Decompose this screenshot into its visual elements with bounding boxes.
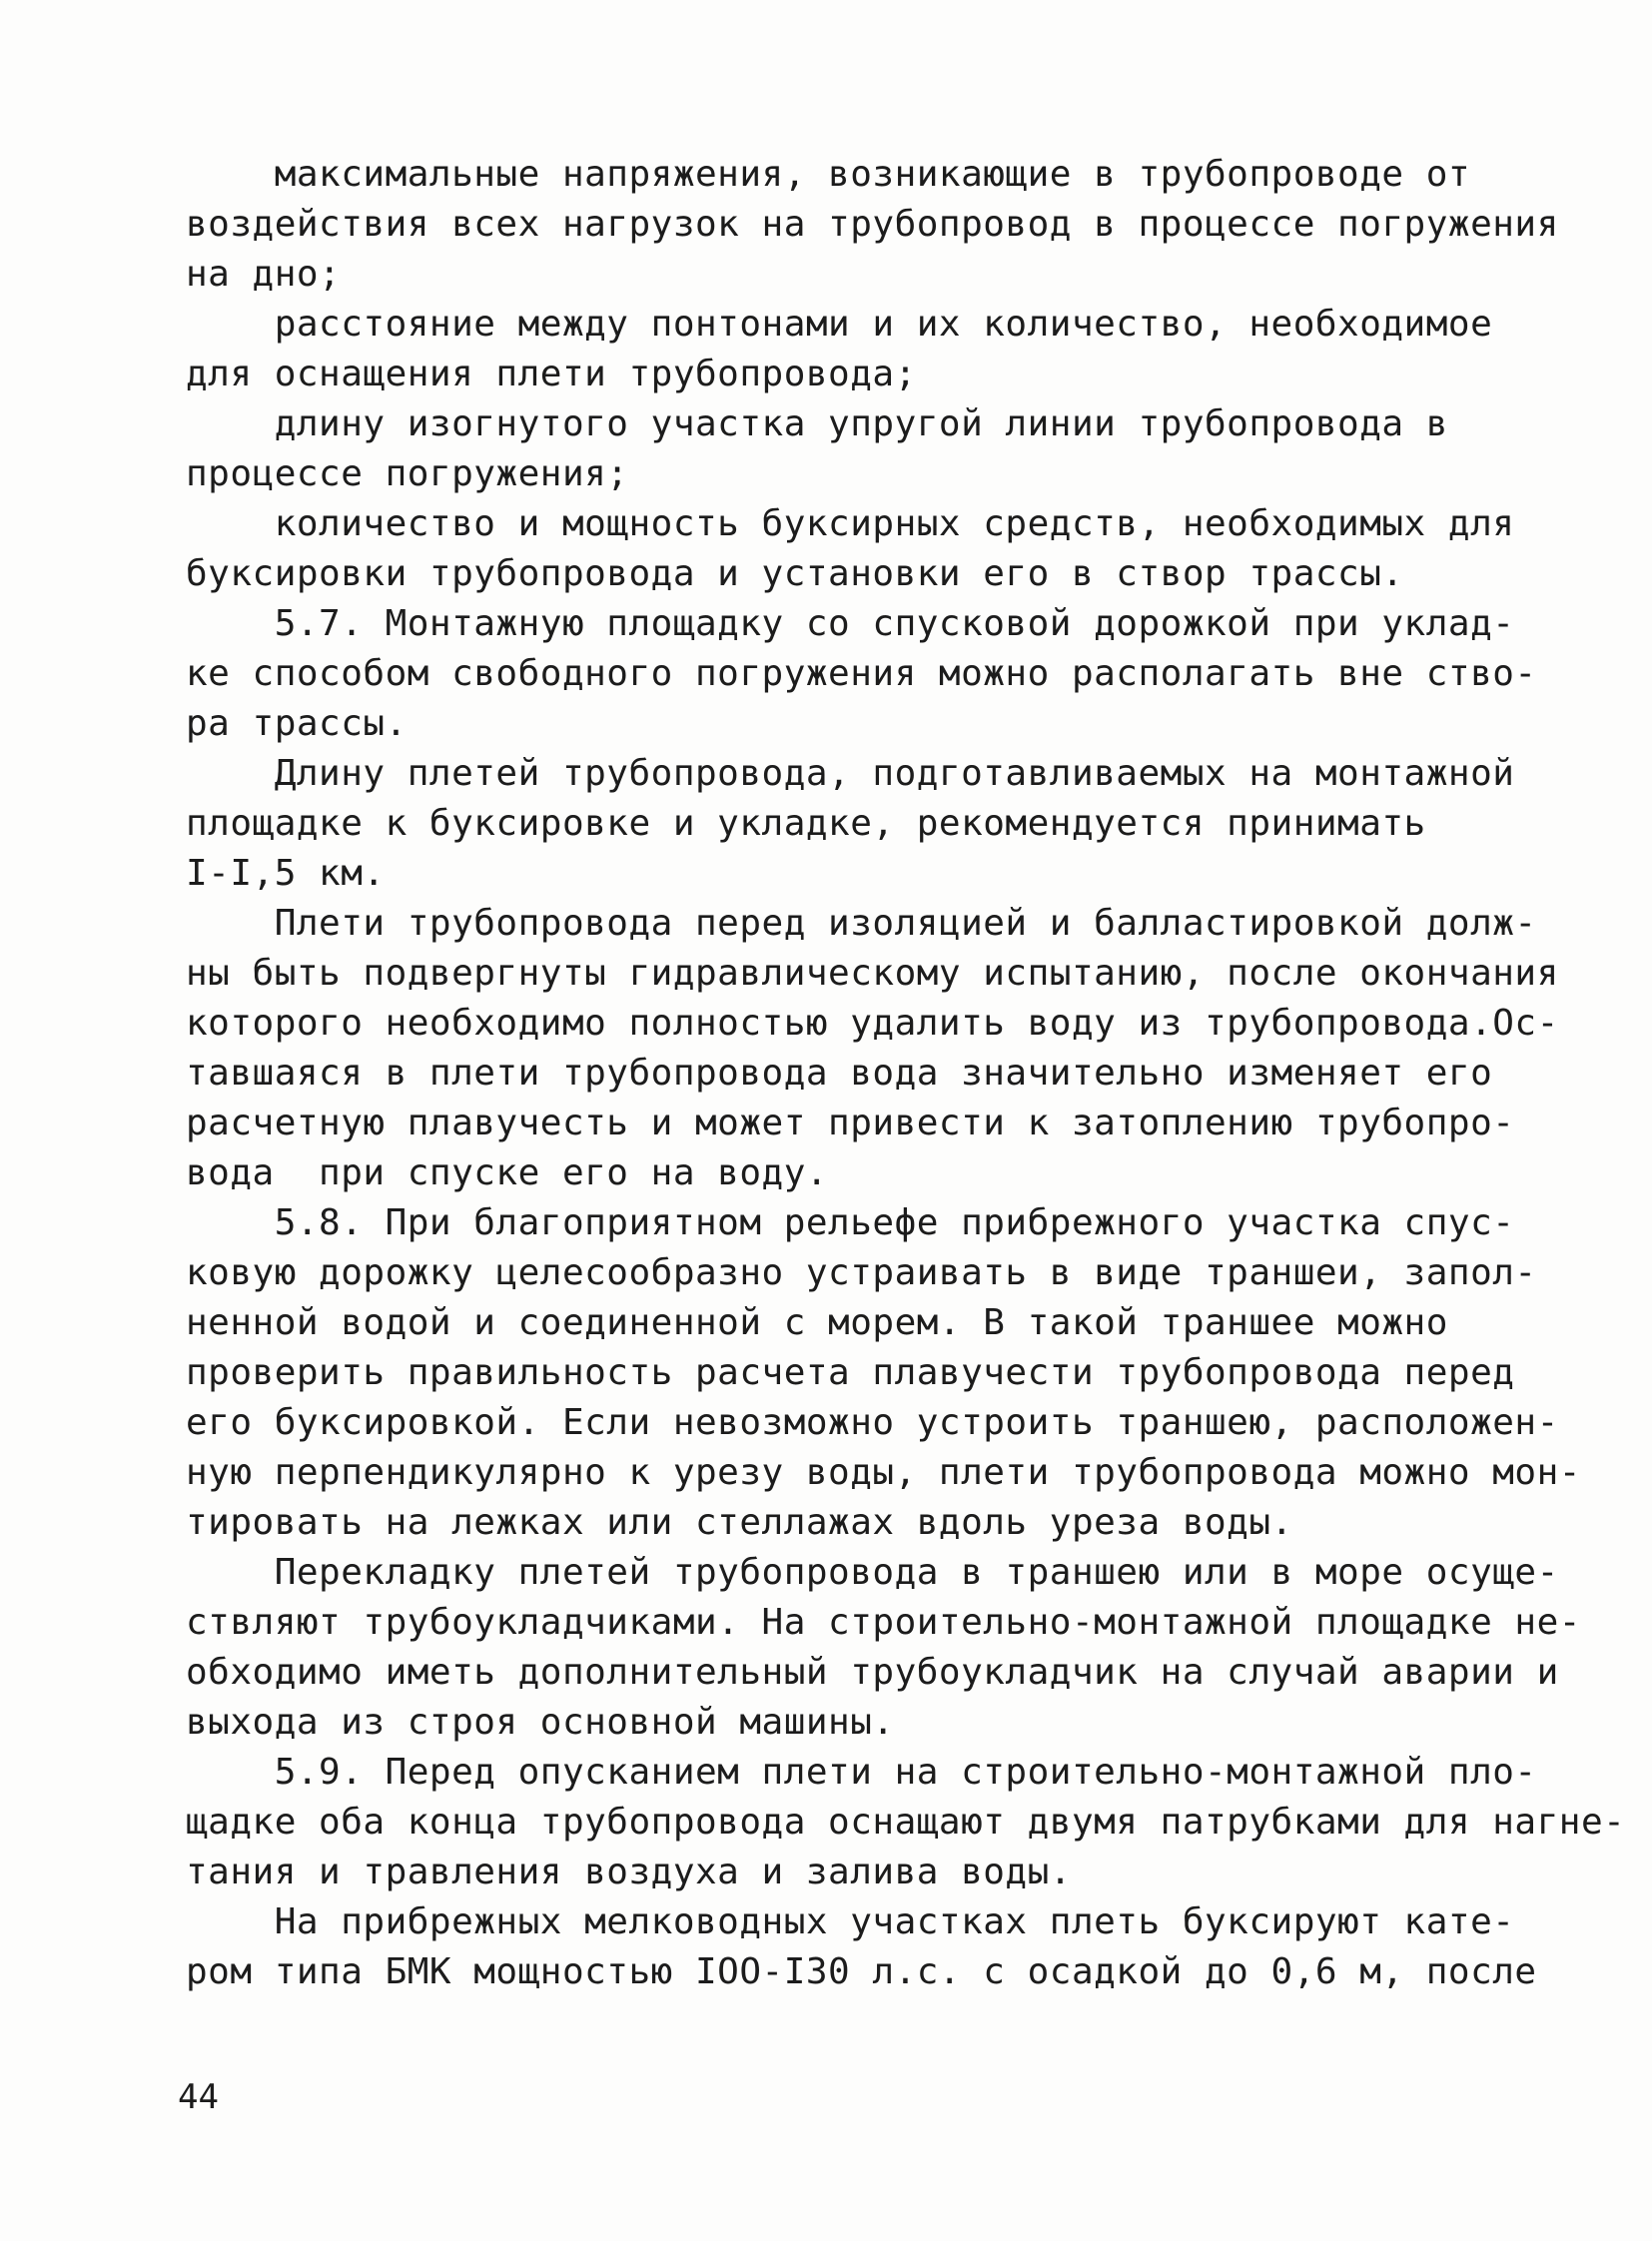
paragraph — [186, 1748, 1626, 1897]
paragraph — [186, 399, 1454, 499]
text-line: Длину плетей трубопровода, подготавливаемых на монтажной — [186, 753, 1515, 794]
paragraph — [186, 300, 1493, 399]
text-line: ную перпендикулярно к урезу воды, плети трубопровода можно мон- — [186, 1452, 1581, 1493]
text-line: щадке оба конца трубопровода оснащают двумя патрубками для нагне- — [186, 1802, 1626, 1843]
text-line: процессе погружения; — [186, 453, 629, 494]
text-line: площадке к буксировке и укладке, рекомендуется принимать — [186, 803, 1426, 844]
paragraph — [186, 150, 1559, 300]
text-line: количество и мощность буксирных средств, необходимых для — [186, 503, 1515, 544]
text-line: 5.8. При благоприятном рельефе прибрежного участка спус- — [186, 1202, 1515, 1243]
paragraph — [186, 1897, 1537, 1997]
text-line: обходимо иметь дополнительный трубоукладчик на случай аварии и — [186, 1652, 1559, 1693]
text-line: расстояние между понтонами и их количество, необходимое — [186, 304, 1493, 345]
text-line: расчетную плавучесть и может привести к затоплению трубопро- — [186, 1103, 1515, 1143]
text-line: ром типа БМК мощностью IOO-I30 л.с. с осадкой до 0,6 м, после — [186, 1951, 1537, 1992]
text-line: I-I,5 км. — [186, 853, 386, 894]
text-line: ке способом свободного погружения можно располагать вне ство- — [186, 653, 1537, 694]
text-line: выхода из строя основной машины. — [186, 1702, 895, 1743]
page-number: 44 — [178, 2077, 219, 2117]
text-line: для оснащения плети трубопровода; — [186, 354, 917, 394]
text-line: тировать на лежках или стеллажах вдоль уреза воды. — [186, 1502, 1293, 1543]
text-line: ны быть подвергнуты гидравлическому испытанию, после окончания — [186, 953, 1559, 994]
paragraph — [186, 499, 1515, 599]
text-line: проверить правильность расчета плавучести трубопровода перед — [186, 1352, 1515, 1393]
text-line: Плети трубопровода перед изоляцией и балластировкой долж- — [186, 903, 1537, 944]
text-line: тания и травления воздуха и залива воды. — [186, 1852, 1072, 1892]
text-line: ковую дорожку целесообразно устраивать в виде траншеи, запол- — [186, 1252, 1537, 1293]
paragraph — [186, 599, 1537, 749]
text-line: длину изогнутого участка упругой линии трубопровода в — [186, 403, 1448, 444]
text-line: на дно; — [186, 254, 342, 295]
text-line: тавшаяся в плети трубопровода вода значительно изменяет его — [186, 1053, 1493, 1094]
paragraph — [186, 1198, 1581, 1548]
text-line: 5.7. Монтажную площадку со спусковой дорожкой при уклад- — [186, 603, 1515, 644]
body-text — [186, 150, 1626, 1997]
text-line: воздействия всех нагрузок на трубопровод в процессе погружения — [186, 204, 1559, 245]
text-line: ра трассы. — [186, 703, 408, 744]
paragraph — [186, 749, 1515, 899]
text-line: буксировки трубопровода и установки его в створ трассы. — [186, 553, 1404, 594]
text-line: ствляют трубоукладчиками. На строительно-монтажной площадке не- — [186, 1602, 1581, 1643]
text-line: На прибрежных мелководных участках плеть буксируют кате- — [186, 1901, 1515, 1942]
text-line: 5.9. Перед опусканием плети на строительно-монтажной пло- — [186, 1752, 1537, 1793]
text-line: его буксировкой. Если невозможно устроить траншею, расположен- — [186, 1402, 1559, 1443]
paragraph — [186, 899, 1559, 1198]
text-line: ненной водой и соединенной с морем. В такой траншее можно — [186, 1302, 1448, 1343]
paragraph — [186, 1548, 1581, 1748]
text-line: Перекладку плетей трубопровода в траншею или в море осуще- — [186, 1552, 1559, 1593]
text-line: вода при спуске его на воду. — [186, 1152, 829, 1193]
text-line: которого необходимо полностью удалить воду из трубопровода.Ос- — [186, 1003, 1559, 1044]
text-line: максимальные напряжения, возникающие в трубопроводе от — [186, 154, 1471, 195]
